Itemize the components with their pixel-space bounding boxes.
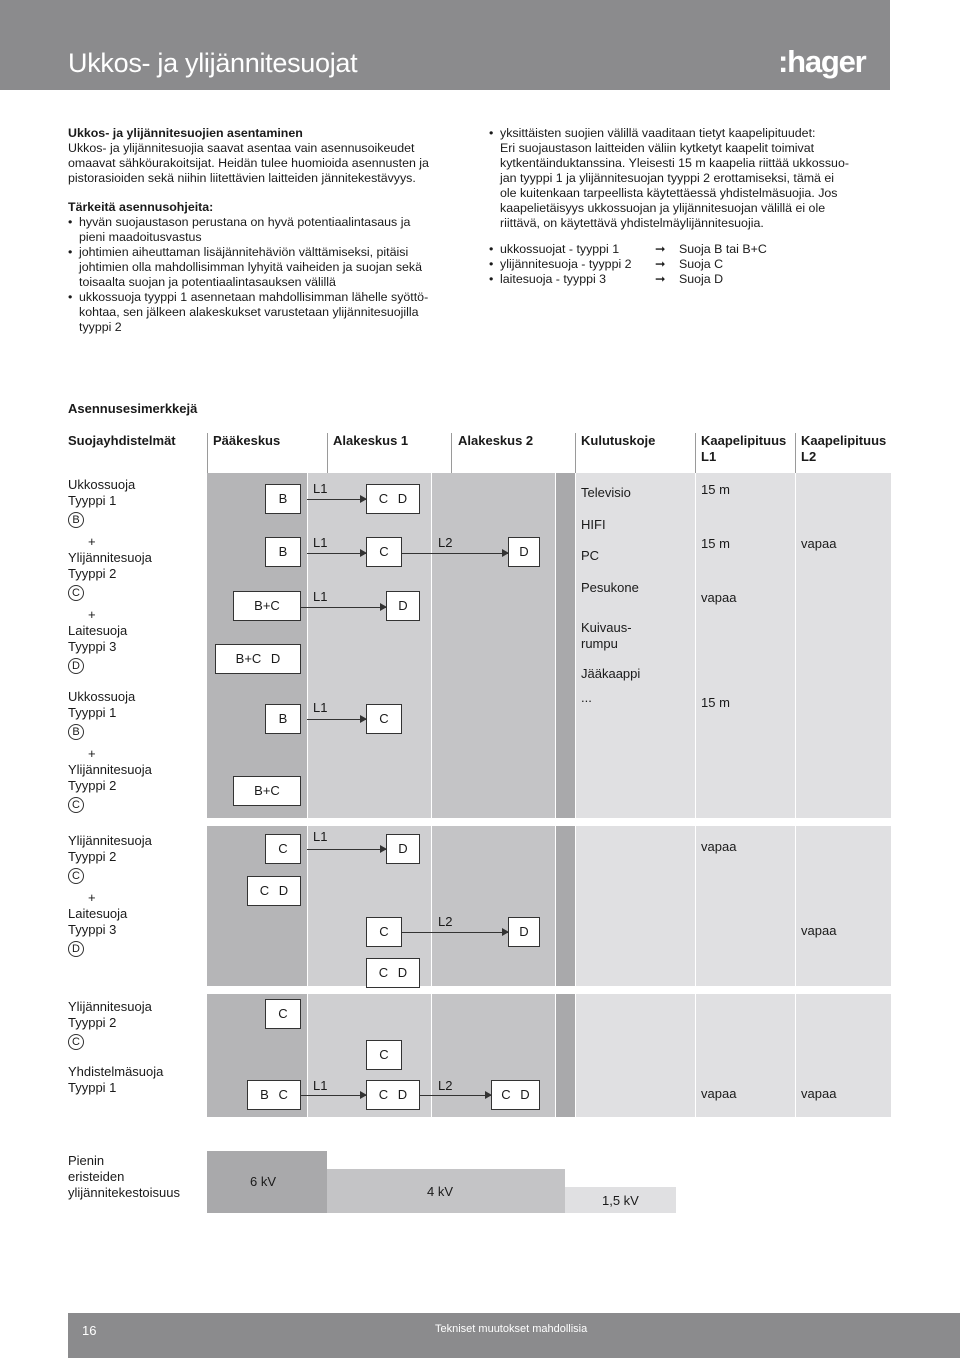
device-item: Kuivaus-	[581, 620, 632, 635]
device-box: D	[386, 591, 420, 621]
combo-text: Laitesuoja	[68, 906, 128, 921]
level-value: 6 kV	[250, 1174, 277, 1189]
col-header-main: Pääkeskus	[213, 433, 281, 448]
link-label: L2	[438, 1078, 453, 1093]
device-item: rumpu	[581, 636, 618, 651]
group-gap	[68, 818, 891, 826]
level-value: 4 kV	[427, 1184, 454, 1199]
plus-sign: +	[88, 746, 96, 761]
device-box: C	[265, 999, 301, 1029]
arrow-icon	[402, 932, 508, 933]
cable-length-item	[489, 126, 889, 231]
footer-bar	[68, 1313, 960, 1358]
combo-text: Ylijännitesuoja	[68, 999, 152, 1014]
intro-heading: Ukkos- ja ylijännitesuojien asentaminen	[68, 126, 303, 140]
device-item: HIFI	[581, 517, 606, 532]
page-number: 16	[82, 1323, 97, 1338]
link-label: L1	[313, 700, 328, 715]
device-list	[581, 485, 640, 706]
device-box: C D	[366, 484, 420, 514]
combo-group-3	[68, 833, 152, 959]
class-c-icon: C	[68, 797, 84, 813]
guidelines-section	[68, 200, 478, 335]
combo-text: Laitesuoja	[68, 623, 128, 638]
guideline-line: • ukkossuoja tyyppi 1 asennetaan mahdollisimman lähelle syöttö-	[79, 290, 429, 304]
class-b-icon: B	[68, 512, 84, 528]
length-l1: 15 m	[701, 536, 730, 551]
arrow-icon	[307, 553, 366, 554]
level-value: 1,5 kV	[602, 1193, 639, 1208]
plus-sign: +	[88, 607, 96, 622]
text-line: ole kuitenkaan tarpeellista käytettäessä yhdistelmäsuojia. Jos	[500, 186, 838, 200]
combo-group-2	[68, 689, 152, 815]
device-box: C	[265, 834, 301, 864]
text-line: riittävä, on käytettävä yhdistelmäylijännitesuojia.	[500, 216, 764, 230]
guideline-line: • hyvän suojaustason perustana on hyvä potentiaalintasaus ja	[79, 215, 411, 229]
combo-text: Tyyppi 3	[68, 639, 117, 654]
plus-sign: +	[88, 534, 96, 549]
examples-title: Asennusesimerkkejä	[68, 401, 198, 416]
intro-line: Ukkos- ja ylijännitesuojia saavat asentaa vain asennusoikeudet	[68, 141, 415, 155]
device-box: C D	[366, 1080, 420, 1110]
device-box: B+C	[233, 776, 301, 806]
device-box: D	[508, 917, 540, 947]
class-d-icon: D	[68, 941, 84, 957]
combo-group-1	[68, 477, 152, 676]
length-l1: vapaa	[701, 839, 737, 854]
divider	[695, 433, 696, 473]
label-line: ylijännitekestoisuus	[68, 1185, 181, 1200]
guideline-line: toisaalta suojan ja potentiaalintasauksen välillä	[79, 275, 336, 289]
class-c-icon: C	[68, 1034, 84, 1050]
combo-text: Tyyppi 2	[68, 566, 117, 581]
divider	[555, 473, 556, 1117]
col-header-sub2: Alakeskus 2	[458, 433, 534, 448]
col-header-combos: Suojayhdistelmät	[68, 433, 176, 448]
device-box: B C	[247, 1080, 301, 1110]
link-label: L1	[313, 535, 328, 550]
combo-text: Ylijännitesuoja	[68, 762, 152, 777]
combo-text: Yhdistelmäsuoja	[68, 1064, 164, 1079]
device-box: C	[366, 1040, 402, 1070]
combo-text: Ylijännitesuoja	[68, 833, 152, 848]
device-item: PC	[581, 548, 600, 563]
length-l1: 15 m	[701, 695, 730, 710]
class-c-icon: C	[68, 868, 84, 884]
combo-group-4	[68, 999, 163, 1096]
combo-text: Tyyppi 1	[68, 1080, 117, 1095]
guidelines-heading: Tärkeitä asennusohjeita:	[68, 200, 214, 214]
device-box: B+C D	[215, 644, 301, 674]
arrow-right-icon: ➞	[655, 272, 666, 286]
mapping-right: Suoja D	[679, 272, 724, 286]
device-box: C D	[366, 958, 420, 988]
zone-sub2	[431, 473, 555, 1117]
arrow-icon	[402, 553, 508, 554]
divider	[795, 473, 796, 1117]
length-l2: vapaa	[801, 923, 837, 938]
insulation-label	[68, 1153, 180, 1201]
divider	[207, 433, 208, 473]
header-line: Kaapelipituus	[801, 433, 887, 448]
length-l2: vapaa	[801, 1086, 837, 1101]
device-box: C	[366, 917, 402, 947]
combo-text: Tyyppi 2	[68, 778, 117, 793]
divider	[307, 473, 308, 1117]
combo-text: Tyyppi 1	[68, 493, 117, 508]
text-line: • yksittäisten suojien välillä vaaditaan tietyt kaapelipituudet:	[500, 126, 816, 140]
arrow-icon	[307, 499, 366, 500]
device-box: B	[265, 704, 301, 734]
plus-sign: +	[88, 890, 96, 905]
guideline-line: pieni maadoitusvastus	[79, 230, 202, 244]
combo-text: Tyyppi 3	[68, 922, 117, 937]
device-item: Pesukone	[581, 580, 639, 595]
length-l1: vapaa	[701, 590, 737, 605]
intro-line: pistorasioiden sekä niihin liitettävien laitteiden jännitekestävyys.	[68, 171, 416, 185]
device-box: B	[265, 484, 301, 514]
combo-text: Ylijännitesuoja	[68, 550, 152, 565]
guideline-line: johtimien olla mahdollisimman lyhyitä vaiheiden ja suojan sekä	[79, 260, 422, 274]
arrow-right-icon: ➞	[655, 257, 666, 271]
device-box: C	[366, 537, 402, 567]
device-box: C	[366, 704, 402, 734]
guideline-item	[68, 245, 478, 290]
group-gap	[68, 986, 891, 994]
arrow-right-icon: ➞	[655, 242, 666, 256]
col-header-l2	[801, 433, 886, 465]
header-line: L2	[801, 449, 817, 464]
brand-logo: :hager	[778, 44, 866, 79]
arrow-icon	[301, 1095, 366, 1096]
mapping-left: laitesuoja - tyyppi 3	[500, 272, 607, 286]
divider	[575, 433, 576, 473]
guideline-item	[68, 290, 478, 335]
label-line: eristeiden	[68, 1169, 125, 1184]
col-header-device: Kulutuskoje	[581, 433, 656, 448]
zone-device	[555, 473, 575, 1117]
link-label: L2	[438, 914, 453, 929]
device-item: Televisio	[581, 485, 631, 500]
divider	[695, 473, 696, 1117]
guideline-line: tyyppi 2	[79, 320, 122, 334]
class-d-icon: D	[68, 658, 84, 674]
type-mapping	[489, 242, 889, 287]
mapping-row	[489, 272, 889, 287]
mapping-right: Suoja C	[679, 257, 724, 271]
divider	[795, 433, 796, 473]
combo-text: Ukkossuoja	[68, 689, 136, 704]
text-line: kytkentäinduktanssina. Yleisesti 15 m kaapelia riittää ukkossuo-	[500, 156, 849, 170]
combo-text: Tyyppi 2	[68, 849, 117, 864]
combo-text: Tyyppi 1	[68, 705, 117, 720]
device-box: C D	[491, 1080, 540, 1110]
page-title: Ukkos- ja ylijännitesuojat	[68, 48, 358, 78]
footer-note: Tekniset muutokset mahdollisia	[435, 1323, 588, 1335]
guideline-line: kohtaa, sen jälkeen alakeskukset varustetaan ylijännitesuojilla	[79, 305, 419, 319]
device-box: C D	[247, 876, 301, 906]
link-label: L2	[438, 535, 453, 550]
divider	[451, 433, 452, 473]
length-l1: vapaa	[701, 1086, 737, 1101]
arrow-icon	[301, 607, 386, 608]
length-l2: vapaa	[801, 536, 837, 551]
device-item: Jääkaappi	[581, 666, 641, 681]
link-label: L1	[313, 589, 328, 604]
class-c-icon: C	[68, 585, 84, 601]
mapping-row	[489, 257, 889, 272]
col-header-sub1: Alakeskus 1	[333, 433, 409, 448]
link-label: L1	[313, 1078, 328, 1093]
mapping-row	[489, 242, 889, 257]
guideline-item	[68, 215, 478, 245]
mapping-left: ylijännitesuoja - tyyppi 2	[500, 257, 632, 271]
intro-section	[68, 126, 478, 186]
device-item: ...	[581, 690, 592, 705]
mapping-right: Suoja B tai B+C	[679, 242, 767, 256]
divider	[575, 473, 576, 1117]
col-header-l1	[701, 433, 786, 465]
divider	[431, 473, 432, 1117]
cable-length-section	[489, 126, 889, 231]
arrow-icon	[307, 849, 386, 850]
combo-text: Ukkossuoja	[68, 477, 136, 492]
text-line: kaapelietäisyys ukkossuojan ja ylijännitesuojan välillä ei ole	[500, 201, 826, 215]
device-box: B+C	[233, 591, 301, 621]
mapping-left: ukkossuojat - tyyppi 1	[500, 242, 620, 256]
device-box: B	[265, 537, 301, 567]
intro-line: omaavat sähköurakoitsijat. Heidän tulee huomioida asennusten ja	[68, 156, 429, 170]
text-line: Eri suojaustason laitteiden väliin kytketyt kaapelit toimivat	[500, 141, 815, 155]
device-box: D	[508, 537, 540, 567]
device-box: D	[386, 834, 420, 864]
label-line: Pienin	[68, 1153, 105, 1168]
length-l1: 15 m	[701, 482, 730, 497]
header-line: Kaapelipituus	[701, 433, 787, 448]
guideline-line: • johtimien aiheuttaman lisäjännitehäviön välttämiseksi, pitäisi	[79, 245, 409, 259]
link-label: L1	[313, 481, 328, 496]
link-label: L1	[313, 829, 328, 844]
combo-text: Tyyppi 2	[68, 1015, 117, 1030]
arrow-icon	[307, 719, 366, 720]
arrow-icon	[420, 1095, 491, 1096]
divider	[327, 433, 328, 473]
text-line: jan tyyppi 1 ja ylijännitesuojan tyyppi 2 erottamiseksi, tämä ei	[500, 171, 835, 185]
class-b-icon: B	[68, 724, 84, 740]
header-line: L1	[701, 449, 717, 464]
